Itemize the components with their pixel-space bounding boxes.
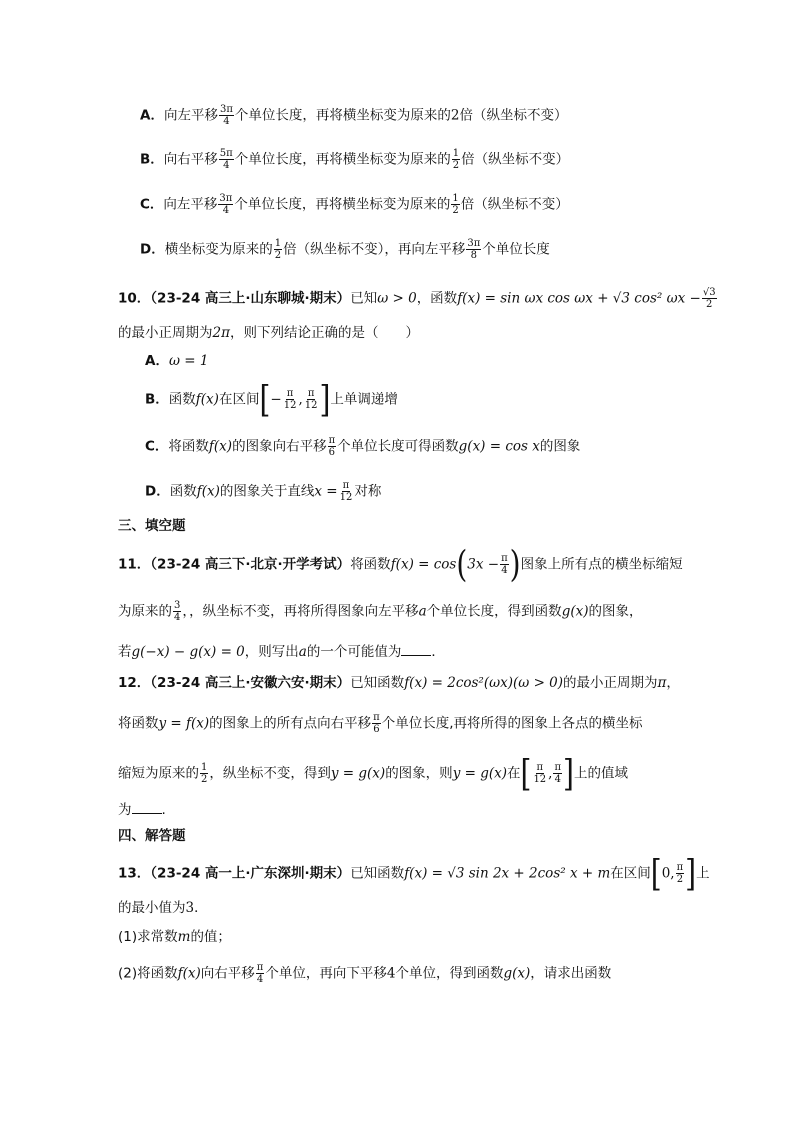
text: 在区间 — [610, 865, 651, 882]
math: y = g(x) — [452, 765, 507, 782]
text: 已知 — [350, 290, 378, 307]
numerator: √3 — [702, 287, 716, 298]
option-label: C． — [140, 196, 164, 213]
math: y = g(x) — [330, 765, 386, 782]
question-number: 13． — [118, 865, 151, 882]
text: 已知函数 — [350, 675, 405, 691]
fraction — [339, 480, 354, 503]
fraction — [532, 762, 547, 785]
text: 向左平移 — [163, 107, 218, 124]
q11-stem — [118, 542, 683, 586]
left-bracket: [ — [650, 851, 662, 895]
q9-option-b — [140, 148, 569, 171]
text: 缩短为原来的 — [118, 765, 199, 782]
option-label: A． — [145, 353, 169, 369]
option-label: B． — [145, 391, 169, 408]
section-heading-fill-in: 三、填空题 — [118, 518, 186, 534]
text: 为 — [118, 802, 132, 818]
math: g(x) — [503, 965, 531, 982]
q10-stem-line2 — [118, 323, 419, 343]
text: 将函数 — [350, 556, 391, 573]
q11-line2 — [118, 600, 642, 623]
denominator: 2 — [706, 299, 713, 310]
math: ω = 1 — [168, 353, 209, 369]
text: 对称 — [354, 483, 382, 500]
text: . — [161, 802, 166, 818]
option-label: A． — [140, 107, 164, 124]
numerator: 1 — [274, 238, 282, 249]
answer-blank[interactable] — [132, 801, 162, 814]
denominator: 2 — [452, 160, 460, 171]
q13-part2 — [118, 962, 611, 985]
denominator: 4 — [223, 160, 230, 171]
text: 的图象关于直线 — [219, 483, 315, 500]
denominator: 6 — [373, 724, 380, 735]
text: 若 — [118, 644, 132, 660]
question-source: （23-24 高一上·广东深圳·期末） — [150, 865, 351, 882]
fraction — [256, 962, 265, 985]
text: 倍（纵坐标不变） — [461, 151, 570, 168]
math: f(x) — [177, 965, 201, 982]
numerator: π — [373, 712, 380, 723]
fraction — [466, 238, 481, 261]
q12-line2 — [118, 712, 643, 735]
math: π — [657, 675, 667, 691]
q9-option-c — [140, 193, 569, 216]
text: 个单位长度 — [482, 241, 550, 258]
left-bracket: [ — [520, 751, 532, 795]
numerator: π — [307, 388, 315, 399]
fraction — [219, 104, 234, 127]
denominator: 12 — [533, 774, 547, 785]
comma: , — [298, 391, 303, 408]
option-label: C． — [145, 438, 169, 455]
q13-line2 — [118, 898, 208, 918]
math: g(x) — [561, 603, 589, 620]
text: ，则下列结论正确的是（ ） — [229, 325, 419, 341]
text: 个单位长度，得到函数 — [426, 603, 562, 620]
text: 倍（纵坐标不变） — [460, 196, 569, 213]
option-label: D． — [145, 483, 170, 500]
numerator: π — [554, 762, 562, 773]
numerator: π — [328, 435, 336, 446]
q12-stem — [118, 673, 680, 693]
numerator: 1 — [201, 762, 208, 773]
question-number: 10． — [118, 290, 151, 307]
numerator: π — [286, 388, 294, 399]
number: 2 — [450, 107, 460, 124]
text: 个单位，得到函数 — [395, 965, 504, 982]
math: f(x) — [195, 391, 219, 408]
text: ． — [431, 644, 445, 660]
math: g(x) = cos x — [458, 438, 540, 455]
denominator: 4 — [501, 565, 508, 576]
math-function: f(x) = sin ωx cos ωx + √3 cos² ωx − — [457, 290, 701, 307]
text: 将函数 — [168, 438, 209, 455]
text: 在区间 — [218, 391, 260, 408]
math: 3x − — [467, 556, 500, 573]
section-heading-solve: 四、解答题 — [118, 828, 186, 844]
numerator: 3π — [467, 238, 481, 249]
fraction — [500, 553, 509, 576]
fraction — [676, 862, 685, 885]
option-label: D． — [140, 241, 165, 258]
left-bracket: [ — [259, 377, 271, 421]
text: 上的值域 — [573, 765, 628, 782]
text: 上 — [696, 865, 710, 882]
math: ω > 0 — [377, 290, 417, 307]
numerator: 1 — [452, 193, 459, 204]
numerator: π — [342, 480, 350, 491]
text: 函数 — [169, 483, 197, 500]
number: 3 — [185, 900, 195, 916]
fraction — [173, 600, 181, 623]
q9-option-a — [140, 104, 567, 127]
math: g(−x) − g(x) = 0 — [131, 644, 245, 660]
text: 向左平移 — [163, 196, 218, 213]
denominator: 8 — [470, 250, 477, 261]
denominator: 2 — [201, 774, 208, 785]
right-bracket: ] — [319, 377, 331, 421]
text: 已知函数 — [350, 865, 405, 882]
denominator: 4 — [554, 774, 561, 785]
fraction — [451, 193, 459, 216]
q10-option-a — [145, 351, 208, 371]
question-number: 12． — [118, 675, 151, 691]
question-source: （23-24 高三上·安徽六安·期末） — [150, 675, 351, 691]
text: 的图象 — [539, 438, 581, 455]
math: m — [177, 929, 191, 945]
text: ， — [666, 675, 680, 691]
math: x = — [314, 483, 338, 500]
right-bracket: ] — [563, 751, 574, 795]
math: a — [298, 644, 307, 660]
denominator: 4 — [223, 116, 230, 127]
minus-sign: − — [270, 391, 282, 408]
question-source: （23-24 高三上·山东聊城·期末） — [150, 290, 351, 307]
text: 将函数 — [118, 715, 159, 732]
text: 的最小正周期为 — [563, 675, 658, 691]
text: 为原来的 — [118, 603, 172, 620]
text: (1)求常数 — [118, 929, 178, 945]
denominator: 2 — [274, 250, 282, 261]
q9-option-d — [140, 238, 550, 261]
numerator: 3π — [219, 193, 233, 204]
text: 的图象上的所有点向右平移 — [209, 715, 372, 732]
text: ，请求出函数 — [530, 965, 612, 982]
left-paren: ( — [456, 542, 468, 586]
denominator: 4 — [174, 612, 181, 623]
denominator: 4 — [256, 974, 264, 985]
q12-line3 — [118, 751, 628, 795]
math: f(x) = cos — [390, 556, 457, 573]
q10-option-c — [145, 435, 580, 458]
text: 个单位，再向下平移 — [265, 965, 387, 982]
text: 的图象， — [588, 603, 643, 620]
text: 的最小正周期为 — [118, 325, 213, 341]
denominator: 6 — [328, 447, 336, 458]
text: ，，纵坐标不变，再将所得图象向左平移 — [182, 603, 419, 620]
math: y = f(x) — [158, 715, 210, 732]
q13-part1 — [118, 927, 231, 947]
text: 函数 — [168, 391, 196, 408]
numerator: 1 — [452, 148, 460, 159]
q10-option-d — [145, 480, 381, 503]
text: (2)将函数 — [118, 965, 178, 982]
text: 向右平移 — [200, 965, 255, 982]
text: 的一个可能值为 — [306, 644, 402, 660]
numerator: 3π — [219, 104, 233, 115]
text: 个单位长度，再将横坐标变为原来的 — [234, 151, 451, 168]
comma: , — [548, 765, 553, 782]
q10-stem — [118, 287, 718, 310]
q13-stem — [118, 851, 710, 895]
denominator: 2 — [452, 205, 459, 216]
option-label: B． — [140, 151, 164, 168]
text: 的最小值为 — [118, 900, 186, 916]
fraction — [200, 762, 208, 785]
text: 的值； — [190, 929, 231, 945]
fraction — [702, 287, 717, 310]
math: a — [418, 603, 427, 620]
numerator: π — [676, 862, 684, 873]
math: 0, — [661, 865, 675, 882]
denominator: 12 — [304, 400, 318, 411]
denominator: 2 — [676, 874, 684, 885]
numerator: 3 — [174, 600, 181, 611]
fraction — [218, 193, 233, 216]
text: 的图象向右平移 — [232, 438, 327, 455]
numerator: π — [501, 553, 508, 564]
number: 4 — [386, 965, 396, 982]
fraction — [283, 388, 298, 411]
text: 个单位长度可得函数 — [337, 438, 459, 455]
q12-line4 — [118, 800, 166, 820]
right-bracket: ] — [685, 851, 697, 895]
text: 横坐标变为原来的 — [164, 241, 273, 258]
text: 个单位长度，再将横坐标变为原来的 — [234, 107, 451, 124]
numerator: π — [256, 962, 264, 973]
math: f(x) — [208, 438, 233, 455]
math: f(x) — [196, 483, 220, 500]
text: ，则写出 — [244, 644, 299, 660]
text: 上单调递增 — [330, 391, 398, 408]
text: 倍（纵坐标不变），再向左平移 — [283, 241, 466, 258]
fraction — [219, 148, 234, 171]
text: ． — [194, 900, 208, 916]
text: 在 — [507, 765, 521, 782]
text: 倍（纵坐标不变） — [459, 107, 568, 124]
text: 个单位长度，再将横坐标变为原来的 — [234, 196, 451, 213]
q11-line3 — [118, 642, 445, 662]
question-source: （23-24 高三下·北京·开学考试） — [150, 556, 351, 573]
text: 的图象，则 — [385, 765, 453, 782]
fraction — [328, 435, 337, 458]
text: ，纵坐标不变，得到 — [209, 765, 331, 782]
text: 向右平移 — [163, 151, 218, 168]
denominator: 4 — [222, 205, 230, 216]
math: f(x) = 2cos²(ωx)(ω > 0) — [404, 675, 564, 691]
fraction — [553, 762, 562, 785]
text: 个单位长度,再将所得的图象上各点的横坐标 — [381, 715, 643, 732]
question-number: 11． — [118, 556, 151, 573]
answer-blank[interactable] — [401, 643, 431, 656]
fraction — [372, 712, 381, 735]
denominator: 12 — [283, 400, 297, 411]
text: 图象上所有点的横坐标缩短 — [520, 556, 683, 573]
text: ，函数 — [416, 290, 458, 307]
fraction — [304, 388, 319, 411]
fraction — [452, 148, 460, 171]
math: 2π — [212, 325, 230, 341]
right-paren: ) — [509, 542, 521, 586]
fraction — [274, 238, 282, 261]
numerator: 5π — [219, 148, 233, 159]
q10-option-b — [145, 377, 398, 421]
math: f(x) = √3 sin 2x + 2cos² x + m — [404, 865, 611, 882]
numerator: π — [536, 762, 544, 773]
denominator: 12 — [339, 492, 353, 503]
